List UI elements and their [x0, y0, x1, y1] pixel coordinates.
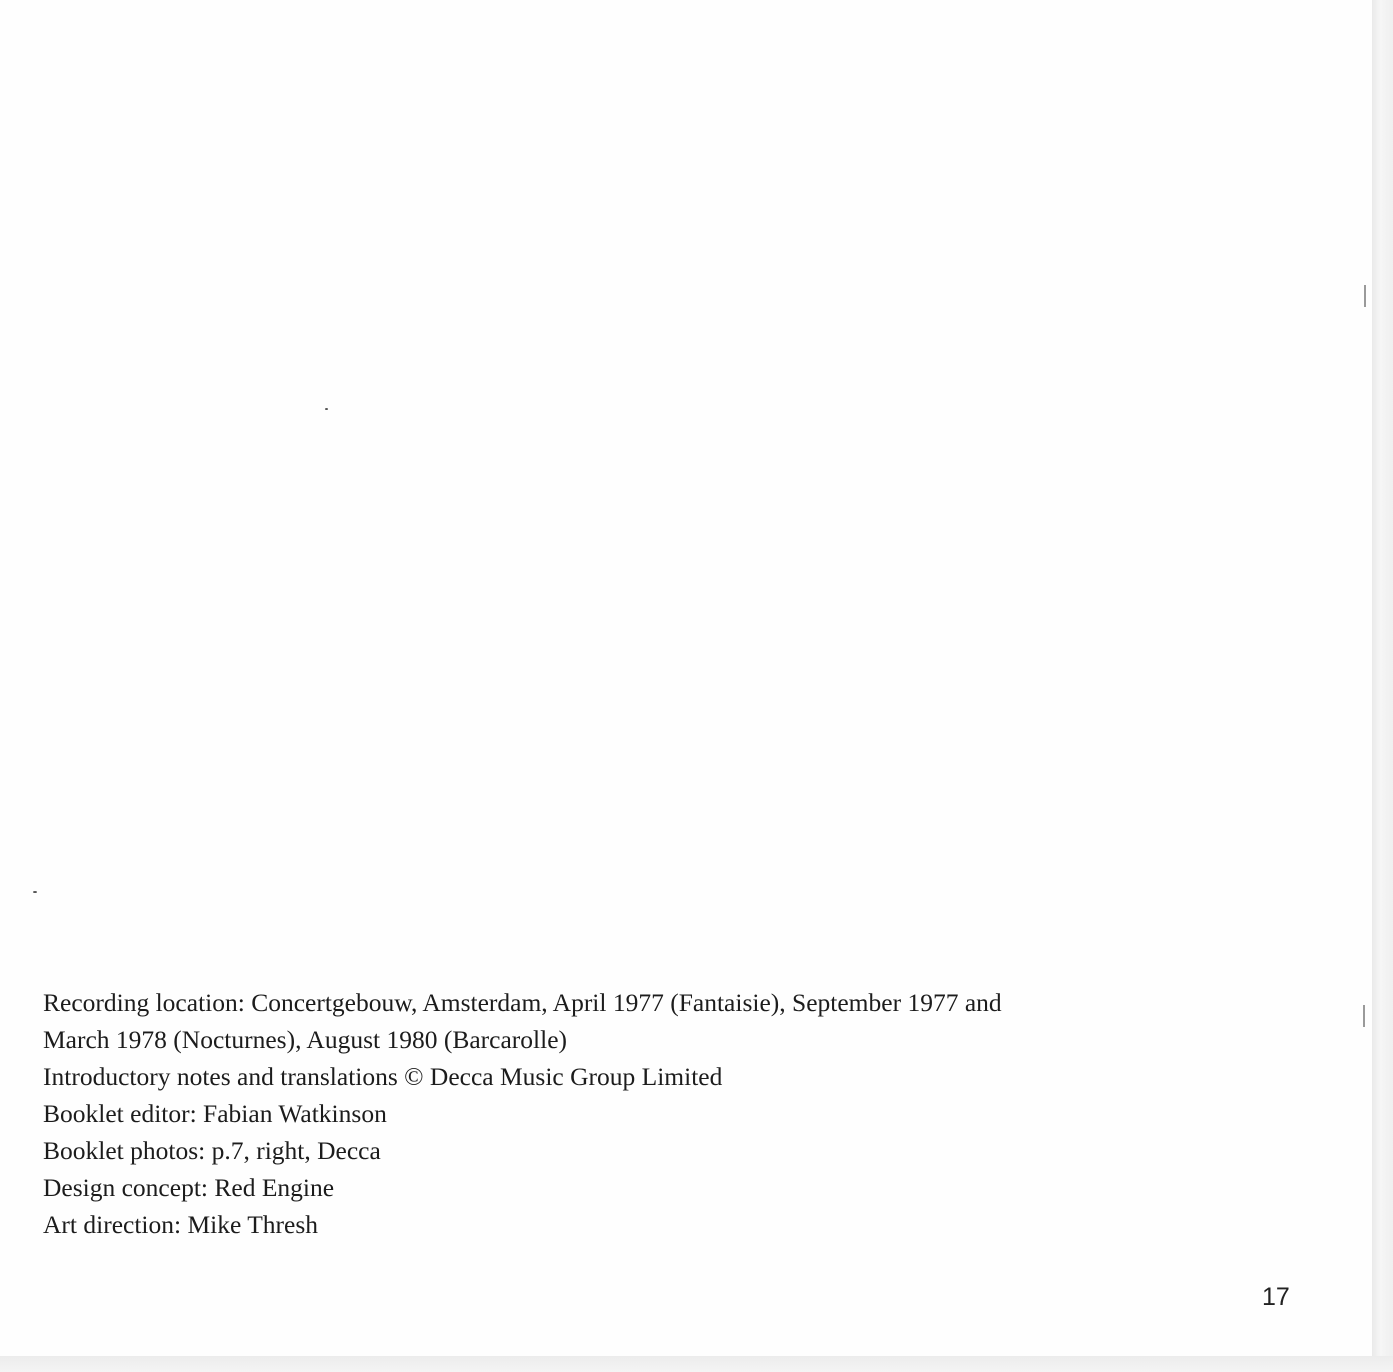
credit-line-booklet-photos: Booklet photos: p.7, right, Decca [43, 1136, 381, 1165]
recording-credits [43, 984, 1223, 1243]
page-bottom-edge [0, 1356, 1393, 1372]
credit-line-design-concept: Design concept: Red Engine [43, 1173, 335, 1202]
paper-speck [33, 891, 37, 893]
page-edge-mark [1364, 285, 1366, 307]
page-number: 17 [1262, 1283, 1290, 1311]
page-right-edge [1372, 0, 1393, 1372]
credit-line-notes-copyright: Introductory notes and translations © Decca Music Group Limited [43, 1062, 723, 1091]
paper-speck [325, 408, 328, 410]
credit-line-art-direction: Art direction: Mike Thresh [43, 1210, 319, 1239]
credit-line-booklet-editor: Booklet editor: Fabian Watkinson [43, 1099, 387, 1128]
credit-line-recording-dates: March 1978 (Nocturnes), August 1980 (Barcarolle) [43, 1025, 568, 1054]
credit-line-recording-location: Recording location: Concertgebouw, Amsterdam, April 1977 (Fantaisie), September 1977 and [43, 988, 1002, 1017]
page-edge-mark [1363, 1005, 1365, 1027]
